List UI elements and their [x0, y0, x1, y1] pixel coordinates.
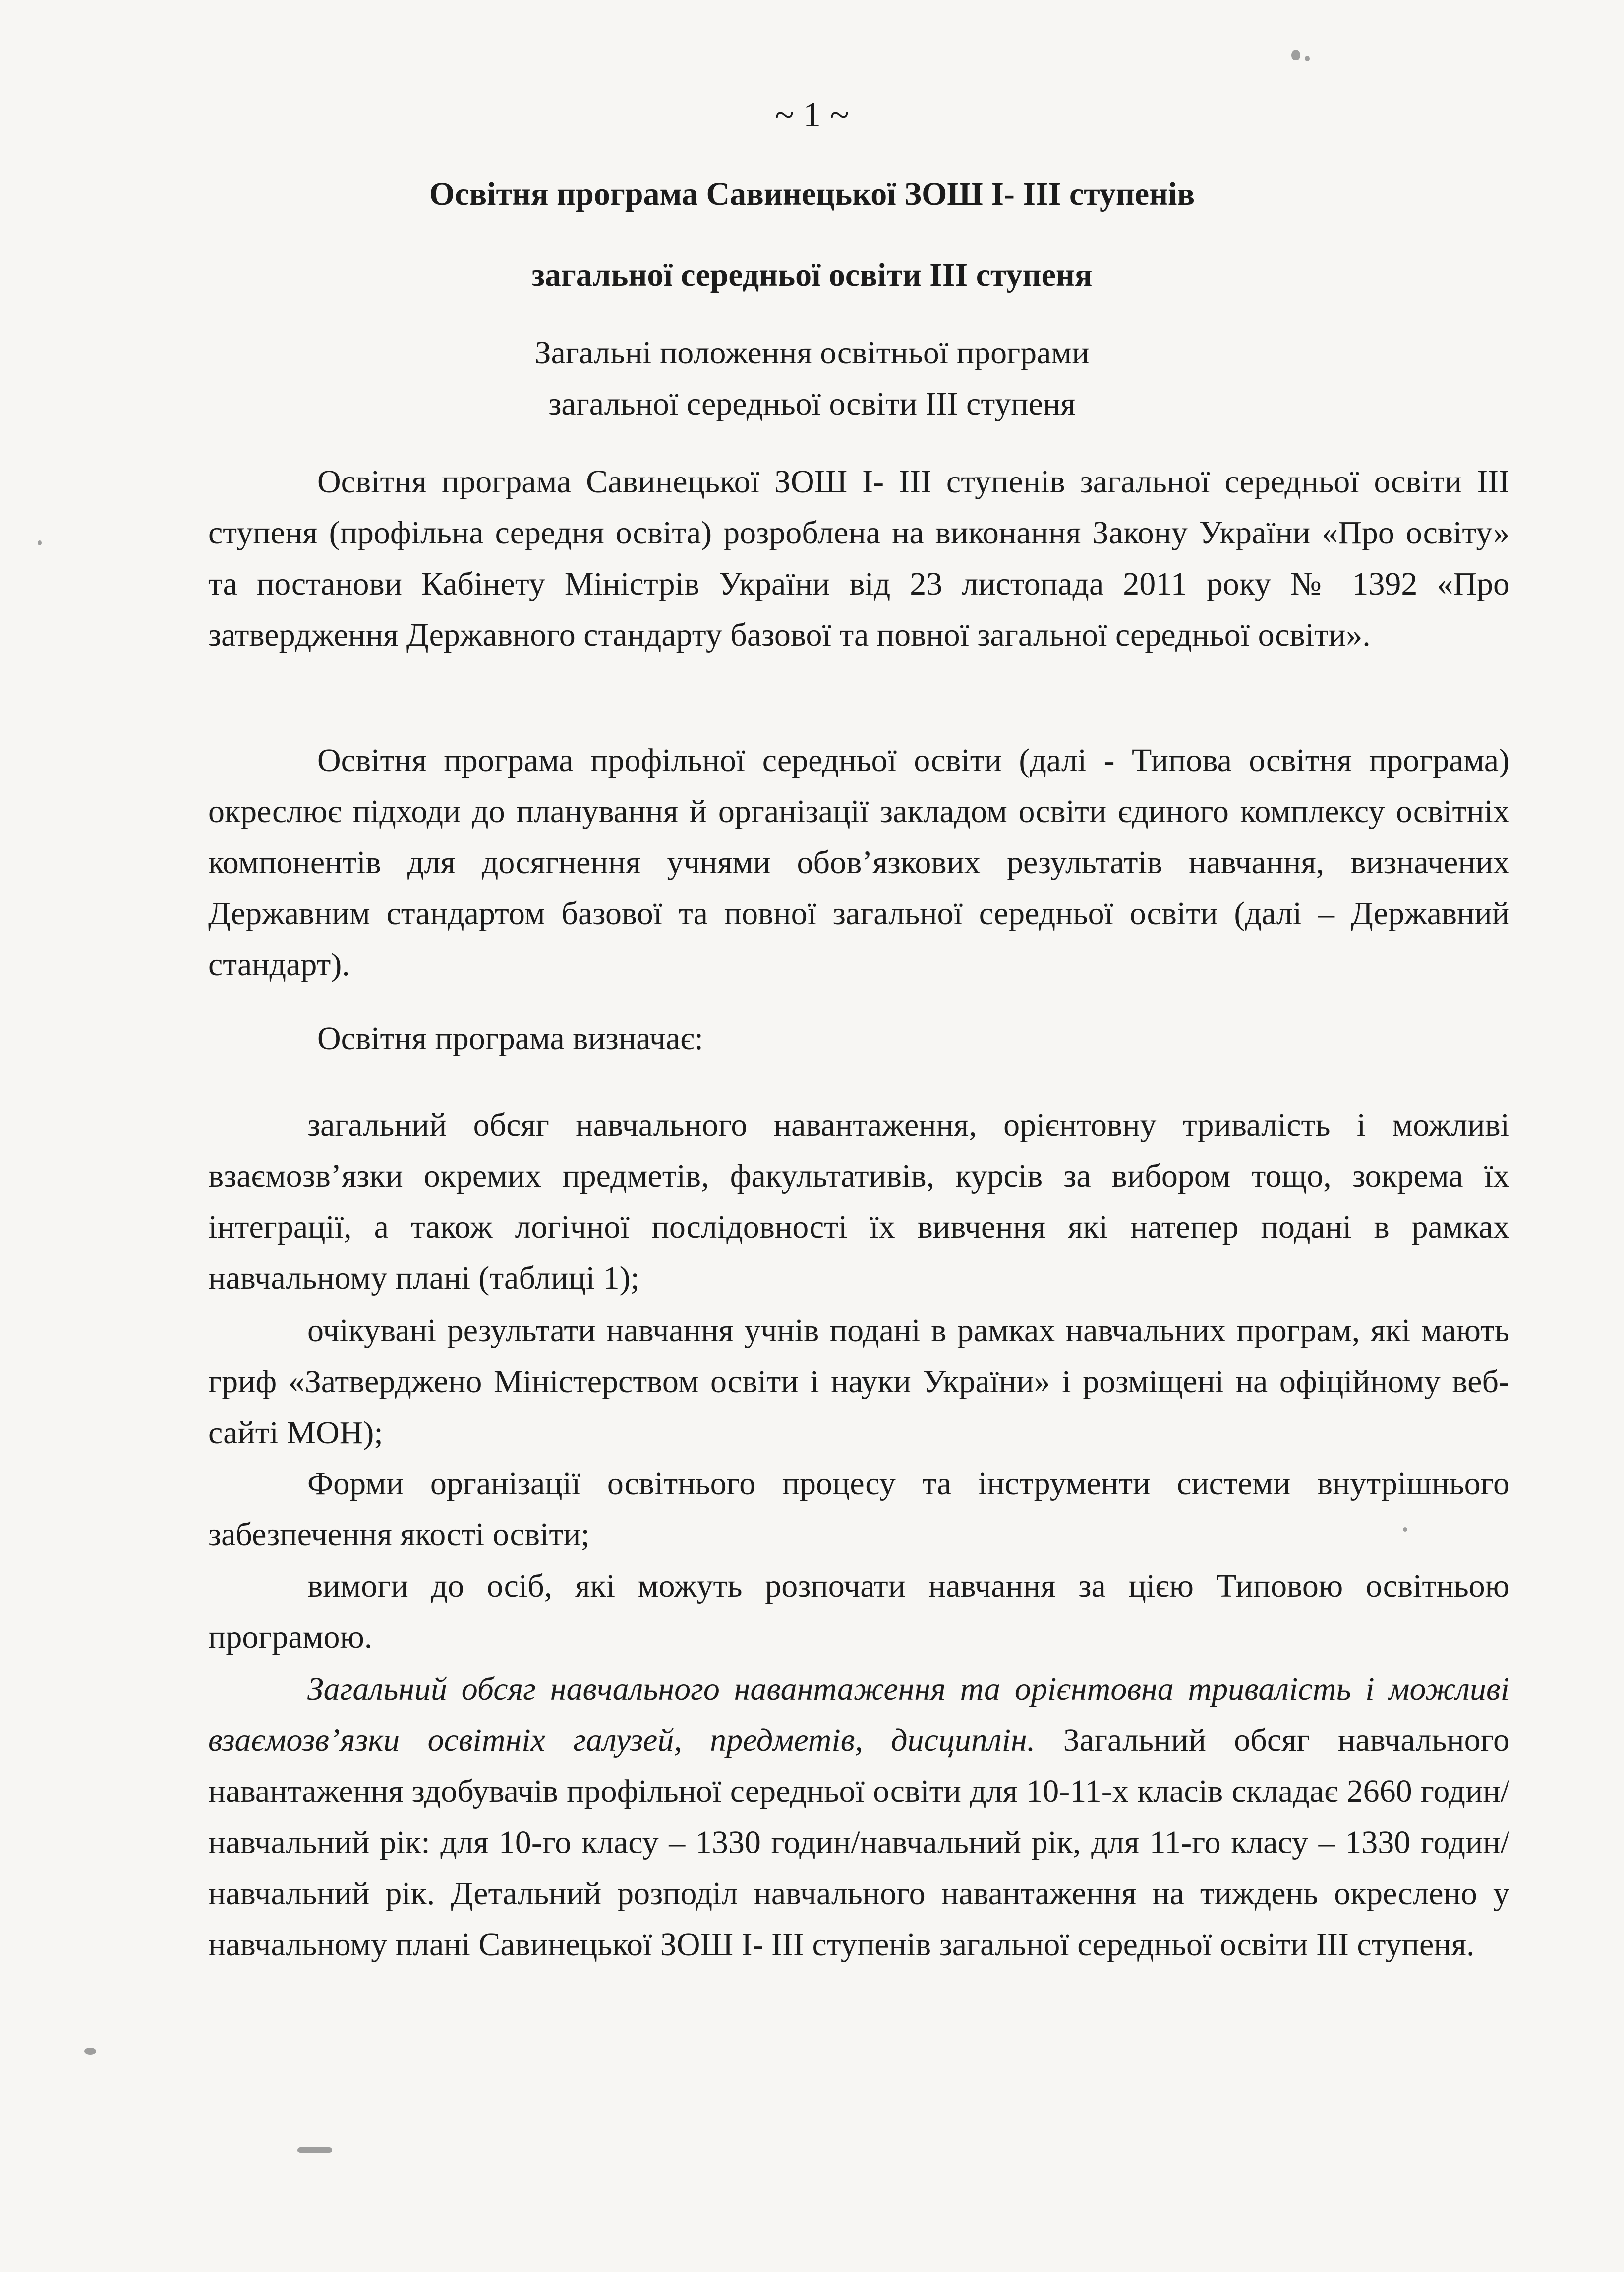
- scan-speck: [297, 2147, 332, 2153]
- section-subtitle-line-2: загальної середньої освіти ІІІ ступеня: [548, 386, 1076, 422]
- list-item-workload: загальний обсяг навчального навантаження, орієнтовну тривалість і можливі взаємозв’язки окремих предметів, факультативів, курсів за вибором тощо, зокрема їх інтеграції, а також логічної послідовності їх вивчення які натепер подані в рамках навчальному плані (таблиці 1);: [208, 1107, 1509, 1296]
- paragraph-total-workload-heading: Загальний обсяг навчального навантаження та орієнтовна тривалість і можливі взаємозв’язки освітніх галузей, предметів, дисциплін.: [208, 1671, 1509, 1758]
- list-item-expected-results: очікувані результати навчання учнів подані в рамках навчальних програм, які мають гриф «Затверджено Міністерством освіти і науки України» і розміщені на офіційному веб-сайті МОН);: [208, 1313, 1509, 1451]
- section-subtitle: [0, 327, 1624, 429]
- list-item-requirements: вимоги до осіб, які можуть розпочати навчання за цією Типовою освітньою програмою.: [208, 1568, 1509, 1655]
- document-title-line-1: Освітня програма Савинецької ЗОШ І- ІІІ ступенів: [429, 176, 1195, 212]
- scan-speck: [1291, 50, 1300, 60]
- scan-speck: [38, 540, 42, 545]
- paragraph-program-scope: Освітня програма профільної середньої освіти (далі - Типова освітня програма) окреслює підходи до планування й організації закладом освіти єдиного комплексу освітніх компонентів для досягнення учнями обов’язкових результатів навчання, визначених Державним стандартом базової та повної загальної середньої освіти (далі – Державний стандарт).: [208, 742, 1509, 983]
- paragraph-total-workload-body: Загальний обсяг навчального навантаження здобувачів профільної середньої освіти для 10-11-х класів складає 2660 годин/навчальний рік: для 10-го класу – 1330 годин/навчальний рік, для 11-го класу – 1330 годин/навчальний рік. Детальний розподіл навчального навантаження на тиждень окреслено у навчальному плані Савинецької ЗОШ І- ІІІ ступенів загальної середньої освіти ІІІ ступеня.: [208, 1722, 1509, 1963]
- list-item-organization-forms: Форми організації освітнього процесу та інструменти системи внутрішнього забезпечення якості освіти;: [208, 1465, 1509, 1553]
- scan-speck: [1403, 1527, 1407, 1532]
- paragraph-total-workload: [208, 1664, 1509, 1970]
- section-subtitle-line-1: Загальні положення освітньої програми: [534, 335, 1090, 371]
- document-title-line-2: загальної середньої освіти ІІІ ступеня: [531, 257, 1093, 293]
- page-number: ~ 1 ~: [775, 95, 849, 134]
- paragraph-intro: Освітня програма Савинецької ЗОШ І- ІІІ ступенів загальної середньої освіти ІІІ ступеня (профільна середня освіта) розроблена на виконання Закону України «Про освіту» та постанови Кабінету Міністрів України від 23 листопада 2011 року № 1392 «Про затвердження Державного стандарту базової та повної загальної середньої освіти».: [208, 464, 1509, 653]
- scan-speck: [84, 2048, 96, 2055]
- scan-speck: [1305, 56, 1310, 61]
- paragraph-program-defines: Освітня програма визначає:: [317, 1020, 703, 1057]
